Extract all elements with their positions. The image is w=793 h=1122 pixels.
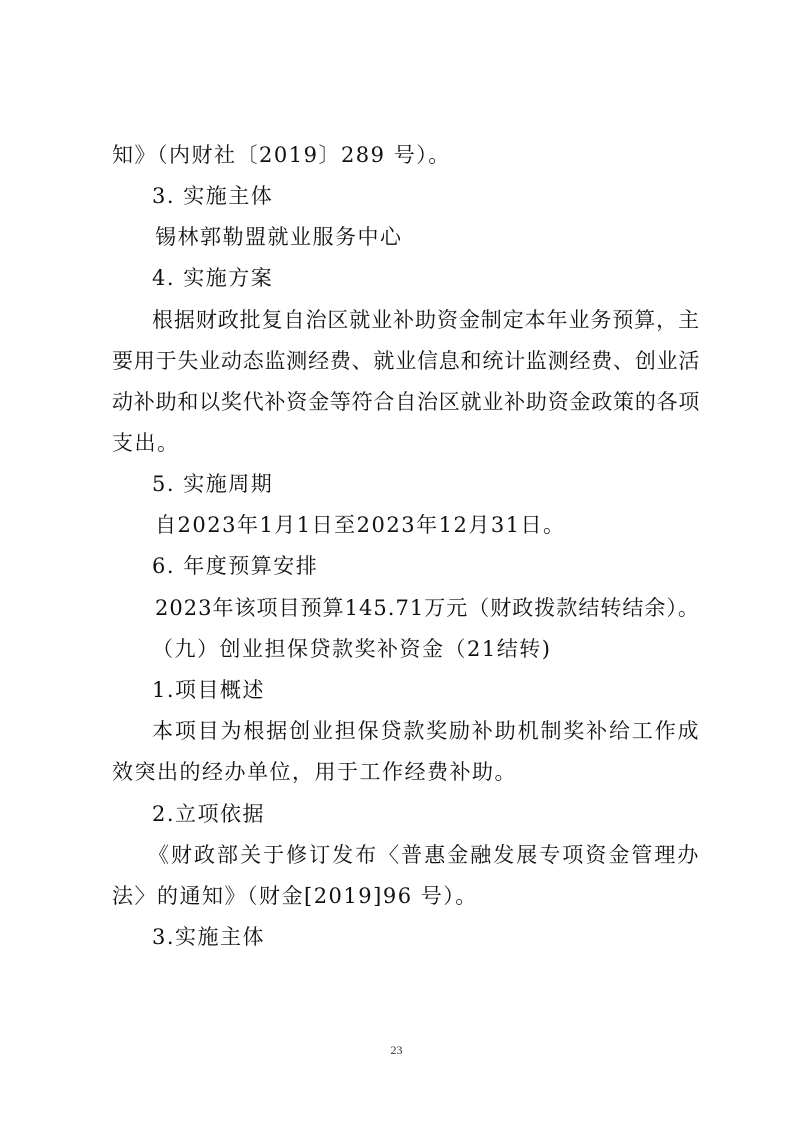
paragraph-line: 动补助和以奖代补资金等符合自治区就业补助资金政策的各项 [112, 390, 701, 414]
paragraph-line: 根据财政批复自治区就业补助资金制定本年业务预算，主 [152, 308, 700, 332]
paragraph-line: 《财政部关于修订发布〈普惠金融发展专项资金管理办 [148, 843, 701, 867]
paragraph-line: 法〉的通知》（财金[2019]96 号）。 [112, 884, 478, 908]
section-heading: 5. 实施周期 [152, 472, 274, 496]
subsection-heading: （九）创业担保贷款奖补资金（21结转) [152, 637, 552, 661]
section-heading: 4. 实施方案 [152, 266, 274, 290]
paragraph-line: 本项目为根据创业担保贷款奖励补助机制奖补给工作成 [152, 719, 701, 743]
text-line: 自2023年1月1日至2023年12月31日。 [155, 513, 566, 537]
page-number: 23 [390, 1043, 403, 1057]
text-line: 2023年该项目预算145.71万元（财政拨款结转结余）。 [155, 596, 700, 620]
text-line: 知》（内财社〔2019〕289 号）。 [112, 143, 451, 167]
paragraph-line: 要用于失业动态监测经费、就业信息和统计监测经费、创业活 [112, 349, 701, 373]
text-line: 锡林郭勒盟就业服务中心 [155, 225, 403, 249]
section-heading: 1.项目概述 [152, 678, 266, 702]
section-heading: 2.立项依据 [152, 802, 266, 826]
section-heading: 6. 年度预算安排 [152, 554, 319, 578]
section-heading: 3. 实施主体 [152, 184, 274, 208]
paragraph-line: 支出。 [112, 431, 180, 455]
paragraph-line: 效突出的经办单位，用于工作经费补助。 [112, 760, 517, 784]
section-heading: 3.实施主体 [152, 925, 266, 949]
